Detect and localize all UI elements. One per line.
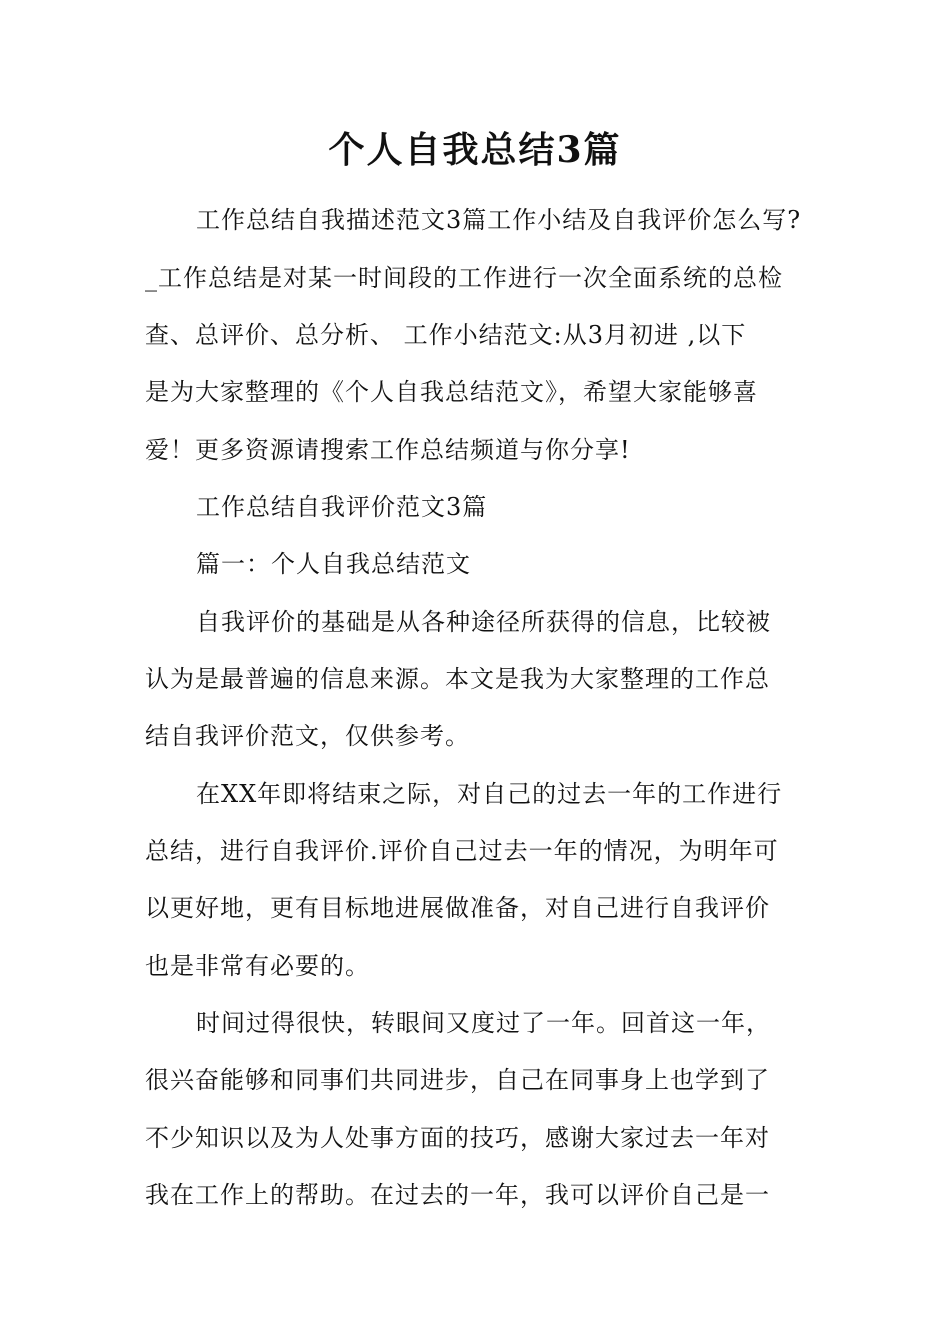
text-line: 是为大家整理的《个人自我总结范文》，希望大家能够喜 xyxy=(145,378,758,406)
document-title: 个人自我总结3篇 xyxy=(328,129,622,171)
text-line: 我在工作上的帮助。在过去的一年，我可以评价自己是一 xyxy=(145,1181,770,1209)
text-line: 查、总评价、总分析、 工作小结范文:从3月初进 ,以下 xyxy=(145,321,747,349)
text-line: 认为是最普遍的信息来源。本文是我为大家整理的工作总 xyxy=(145,665,770,693)
section-heading: 篇一：个人自我总结范文 xyxy=(196,550,471,578)
text-line: 总结，进行自我评价.评价自己过去一年的情况，为明年可 xyxy=(145,837,779,865)
text-line: 不少知识以及为人处事方面的技巧，感谢大家过去一年对 xyxy=(145,1124,770,1152)
text-line: 时间过得很快，转眼间又度过了一年。回首这一年， xyxy=(196,1009,771,1037)
text-line: 爱！更多资源请搜索工作总结频道与你分享! xyxy=(145,436,631,464)
text-line: 以更好地，更有目标地进展做准备，对自己进行自我评价 xyxy=(145,894,770,922)
text-line: 结自我评价范文，仅供参考。 xyxy=(145,722,470,750)
text-line: 很兴奋能够和同事们共同进步，自己在同事身上也学到了 xyxy=(145,1066,770,1094)
text-line: 工作总结自我描述范文3篇工作小结及自我评价怎么写? xyxy=(196,206,802,234)
text-line: 也是非常有必要的。 xyxy=(145,952,370,980)
section-heading: 工作总结自我评价范文3篇 xyxy=(196,493,488,521)
text-line: _工作总结是对某一时间段的工作进行一次全面系统的总检 xyxy=(145,264,783,292)
text-line: 自我评价的基础是从各种途径所获得的信息，比较被 xyxy=(196,608,771,636)
text-line: 在XX年即将结束之际，对自己的过去一年的工作进行 xyxy=(196,780,783,808)
